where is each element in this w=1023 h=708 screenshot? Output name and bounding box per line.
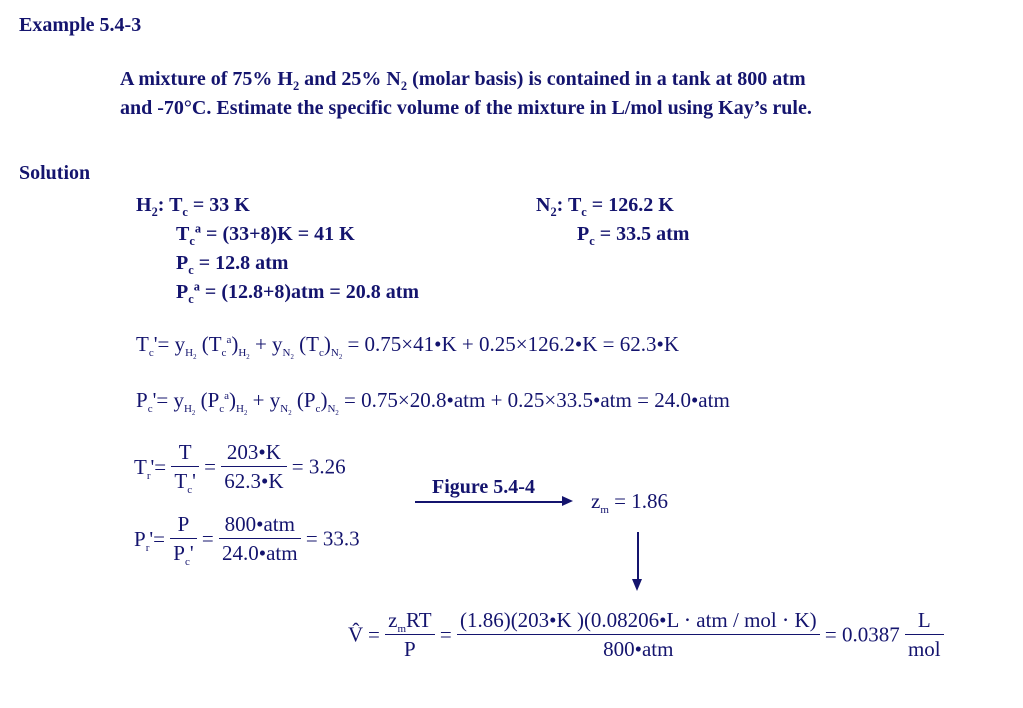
figure-reference: Figure 5.4-4 <box>432 476 535 498</box>
arrow-down-icon <box>632 579 642 591</box>
h2-pc-adjusted-line: $P_c^a = (12.8+8)atm = 20.8$ atm <box>176 279 420 306</box>
tr-fraction-2: $\frac{203•K}{62.3•K}$ <box>221 440 286 494</box>
problem-line-1: A mixture of 75% $H_2$ and 25% $N_2$ (molar basis) is contained in a tank at 800 atm <box>120 68 806 93</box>
reduced-pressure-equation: $P_r'=$ $\frac{P}{P_c'}$ = $\frac{\text{800•atm}}{\text{24.0•atm}}$ = 33.3 <box>134 512 360 569</box>
n2-tc-line: $N_2$: $T_c = 126.2$ K <box>536 194 674 219</box>
h2-tc-line: $H_2$: $T_c = 33$ K <box>136 194 250 219</box>
arrow-right-icon <box>562 496 573 506</box>
v-fraction-1: $\frac{z_mRT}{P}$ <box>385 608 434 662</box>
example-heading: Example 5.4-3 <box>19 14 142 36</box>
tr-fraction-1: $\frac{T}{T_c'}$ <box>171 440 199 494</box>
v-fraction-2: $\frac{\text{(1.86)(203•K )(0.08206•L ⋅ atm / mol ⋅ K)}}{\text{800•atm}}$ <box>457 608 820 662</box>
pr-fraction-2: $\frac{\text{800•atm}}{\text{24.0•atm}}$ <box>219 512 301 566</box>
vertical-arrow-line <box>637 532 639 580</box>
pseudocritical-pressure-equation: $P_c'= y_{H_2}$ $(P_c^a)_{H_2} + y_{N_2}$ $(P_c)_{N_2}$ = 0.75×20.8•atm + 0.25×33.5•atm = 24.0•atm <box>136 388 730 418</box>
specific-volume-equation: V̂ = $\frac{z_mRT}{P}$ = $\frac{\text{(1.86)(203•K )(0.08206•L ⋅ atm / mol ⋅ K)}}{\text{800•atm}}$ = 0.0387 $\frac{L}{\text{mol}}$ <box>348 608 944 662</box>
compressibility-factor-result: $z_m = 1.86$ <box>591 489 668 517</box>
pseudocritical-temperature-equation: $T_c'= y_{H_2}$ $(T_c^a)_{H_2} + y_{N_2}$ $(T_c)_{N_2}$ = 0.75×41•K + 0.25×126.2•K = 62.3•K <box>136 332 679 362</box>
horizontal-arrow-line <box>415 501 563 503</box>
h2-tc-adjusted-line: $T_c^a = (33+8)K = 41$ K <box>176 221 355 248</box>
reduced-temperature-equation: $T_r'=$ $\frac{T}{T_c'}$ = $\frac{203•K}{62.3•K}$ = 3.26 <box>134 440 346 497</box>
problem-statement <box>120 65 812 123</box>
solution-label: Solution <box>19 162 91 184</box>
pr-fraction-1: $\frac{P}{P_c'}$ <box>170 512 196 566</box>
h2-pc-line: $P_c = 12.8$ atm <box>176 252 289 277</box>
problem-line-2: and -70°C. Estimate the specific volume of the mixture in L/mol using Kay’s rule. <box>120 97 812 119</box>
n2-pc-line: $P_c = 33.5$ atm <box>577 223 690 248</box>
v-units-fraction: $\frac{L}{\text{mol}}$ <box>905 608 944 662</box>
